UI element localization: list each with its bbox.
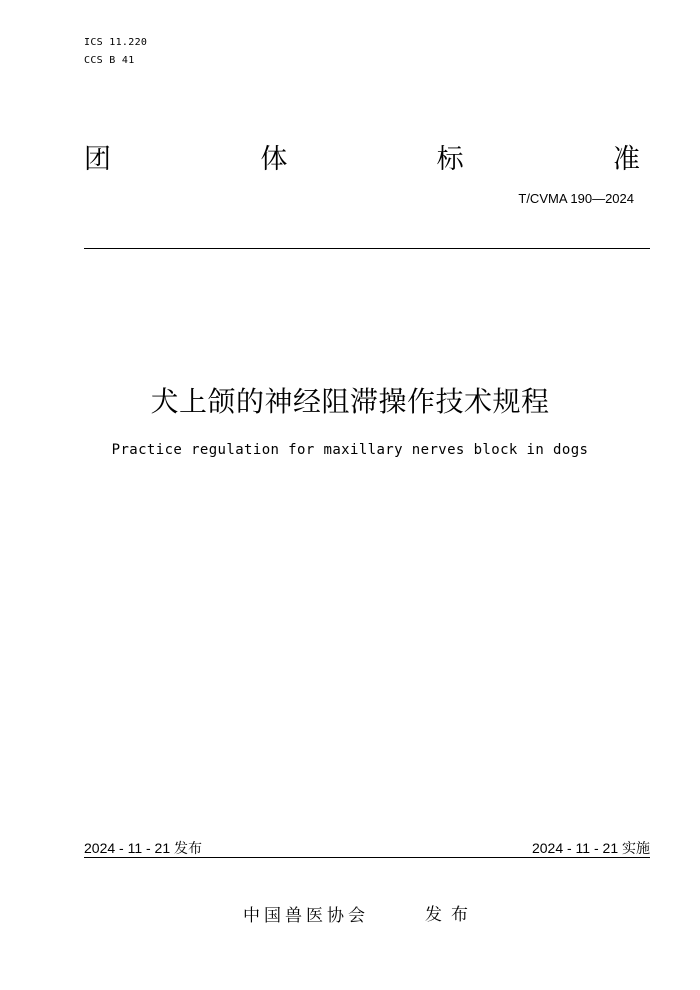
standard-number: T/CVMA 190—2024 <box>518 191 634 206</box>
publish-label: 发布 <box>425 905 477 925</box>
publish-date: 2024 - 11 - 21 发布 <box>84 840 203 856</box>
implement-date: 2024 - 11 - 21 实施 <box>531 840 650 856</box>
standard-type-char-4: 准 <box>612 144 640 175</box>
standard-type-char-3: 标 <box>436 144 464 175</box>
document-title-english: Practice regulation for maxillary nerves block in dogs <box>111 442 589 458</box>
ics-code: ICS 11.220 <box>84 37 148 48</box>
header-divider <box>84 248 650 249</box>
standard-type-char-2: 体 <box>260 144 288 175</box>
standard-type-char-1: 团 <box>84 144 111 175</box>
document-title-chinese: 犬上颌的神经阻滞操作技术规程 <box>150 385 550 418</box>
ccs-code: CCS B 41 <box>84 55 135 66</box>
standard-type-heading <box>84 137 640 173</box>
publisher-name: 中国兽医协会 <box>243 906 369 926</box>
footer-divider <box>84 857 650 858</box>
